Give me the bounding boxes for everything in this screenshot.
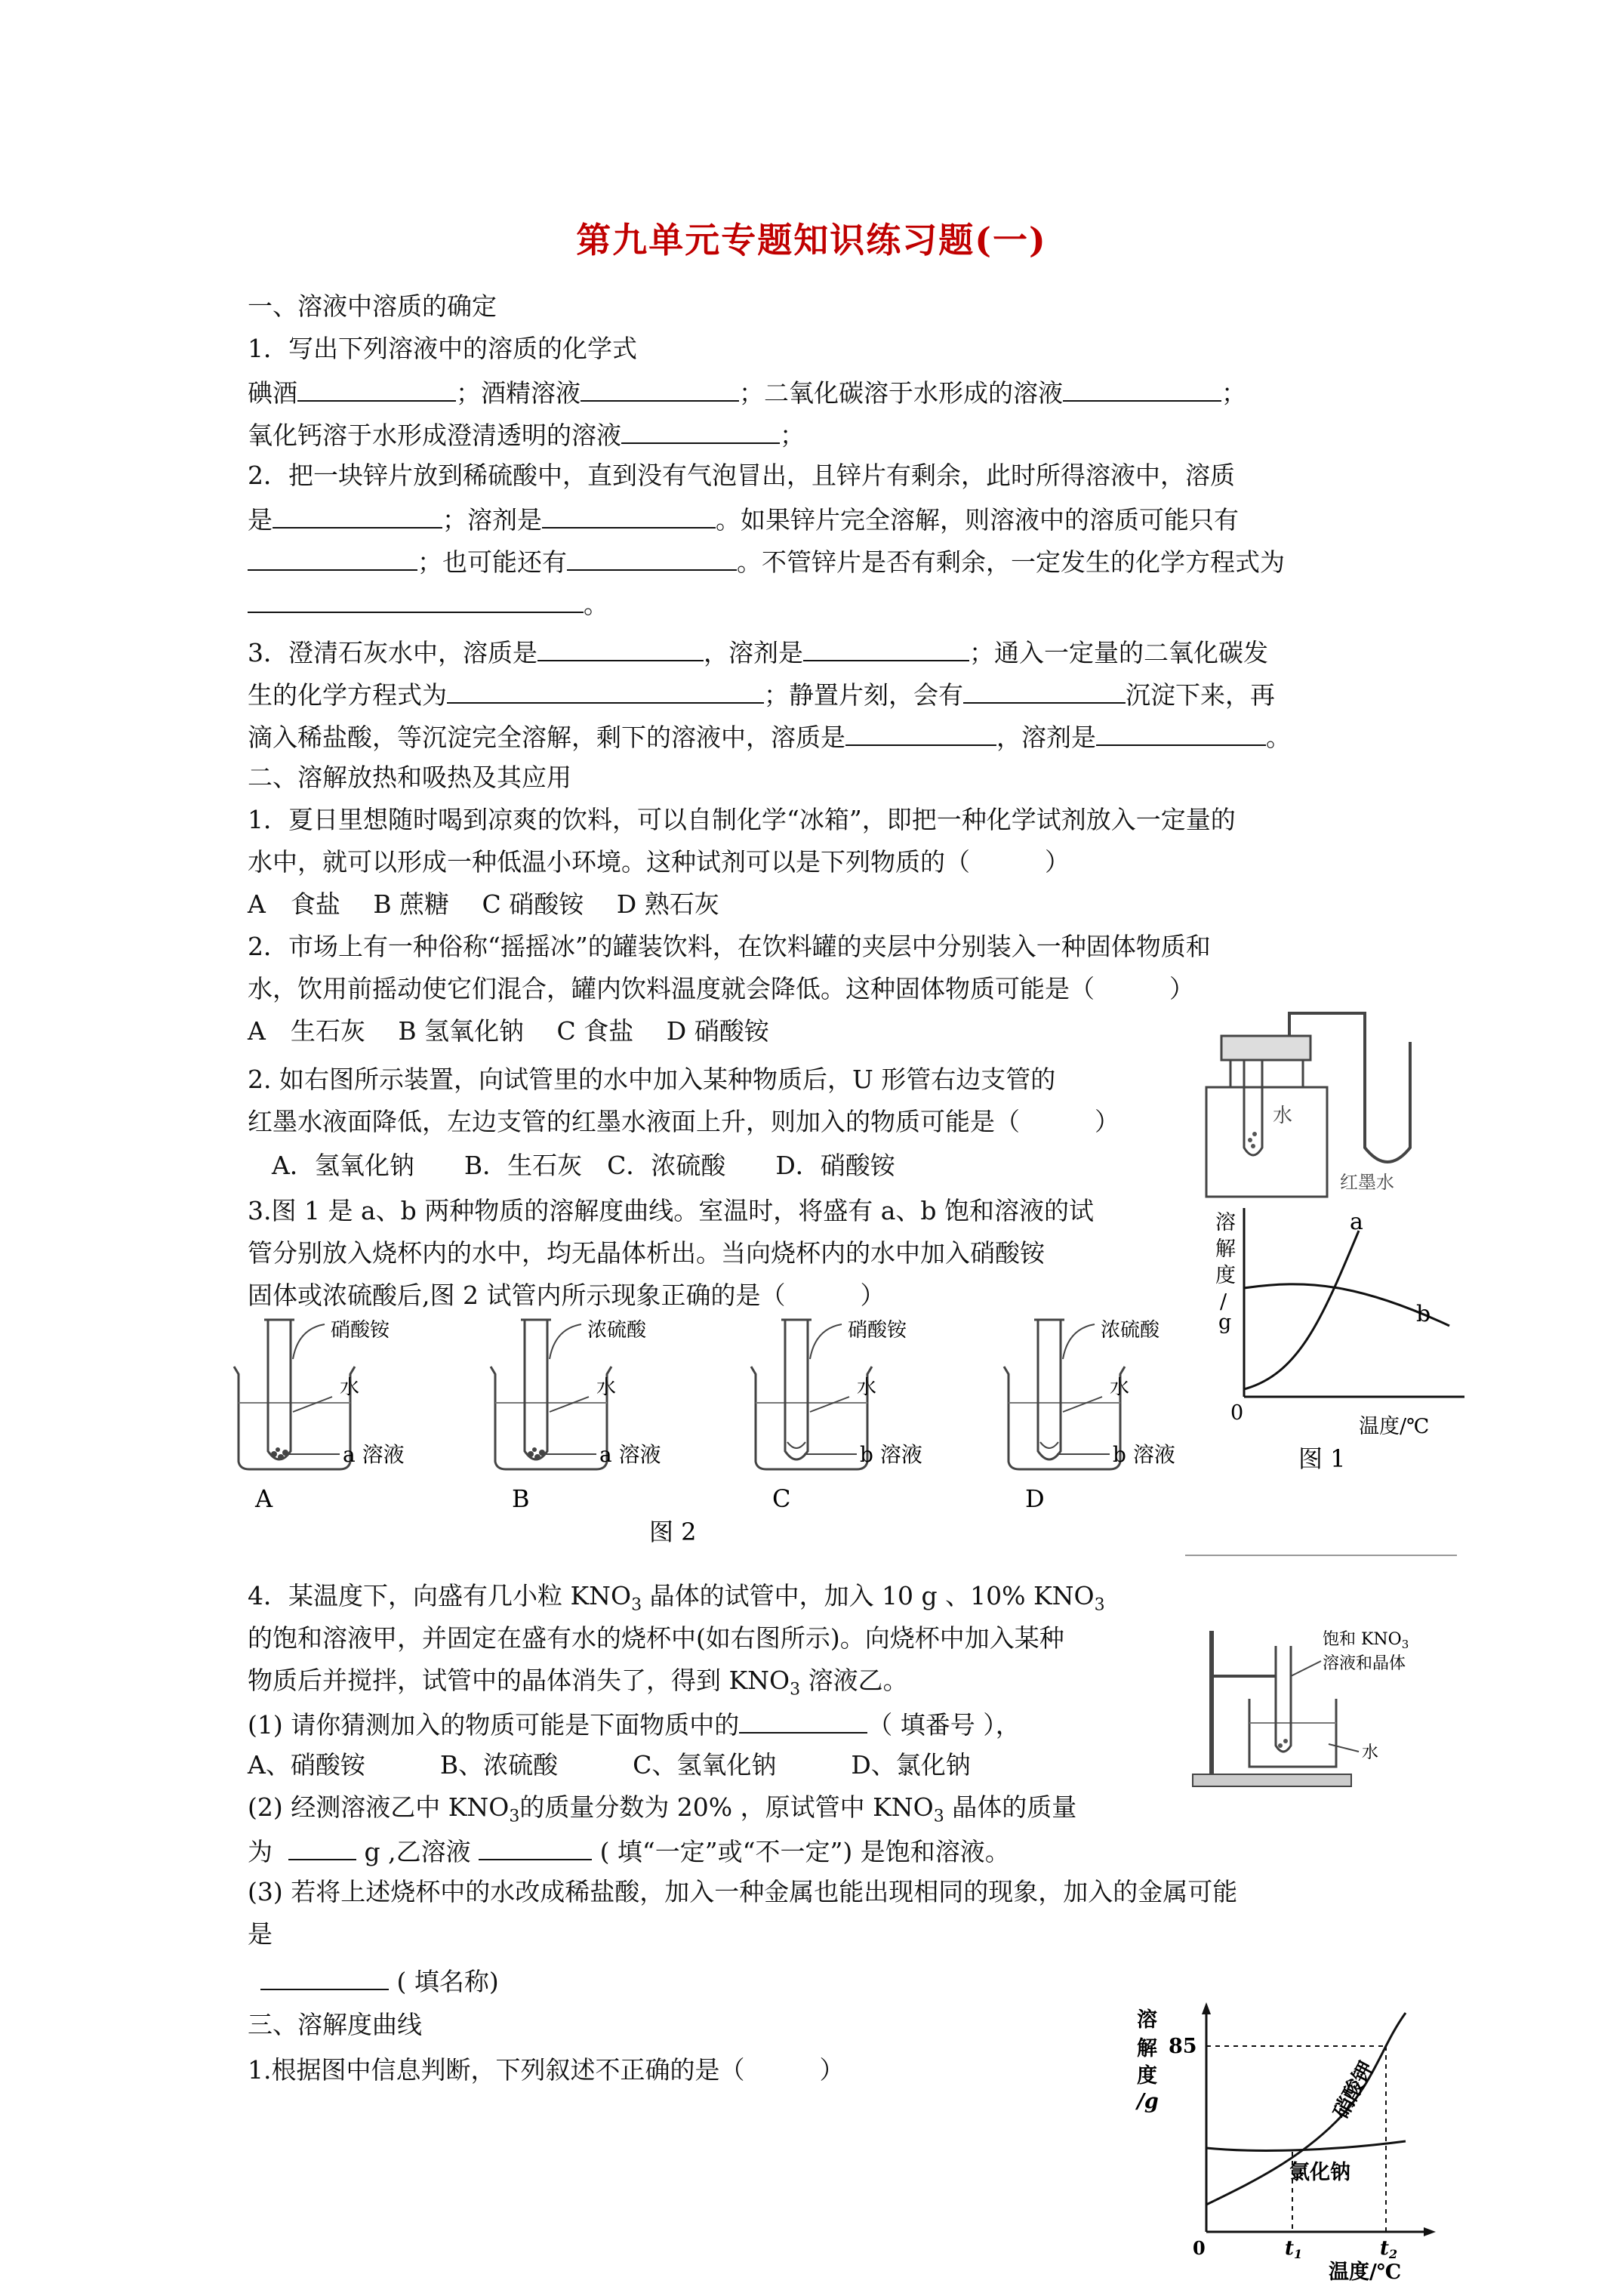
option-label: A <box>255 1484 273 1513</box>
nacl-curve <box>1206 2141 1406 2150</box>
s2-q1-options: A 食盐 B 蔗糖 C 硝酸铵 D 熟石灰 <box>248 889 719 919</box>
y-axis-label-3: 度 <box>1215 1264 1236 1287</box>
beaker-D <box>1004 1319 1175 1513</box>
answer-blank[interactable] <box>845 719 996 746</box>
stand-base <box>1193 1774 1351 1786</box>
s2-q4-p1: (1) 请你猜测加入的物质可能是下面物质中的 （ 填番号 ）， <box>248 1706 1021 1742</box>
y-axis-label-4: /g <box>1137 2090 1159 2113</box>
s2-q1-line1: 1．夏日里想随时喝到凉爽的饮料，可以自制化学“冰箱”，即把一种化学试剂放入一定量的 <box>248 805 1236 834</box>
s2-q4-p2-line2: 为 g ,乙溶液 ( 填“一定”或“不一定”) 是饱和溶液。 <box>248 1833 1010 1869</box>
answer-blank[interactable] <box>479 1833 592 1860</box>
reagent-label: 浓硫酸 <box>587 1319 647 1342</box>
y-axis-label-5: g <box>1218 1311 1232 1334</box>
water-label: 水 <box>596 1376 617 1399</box>
s3-q1: 1.根据图中信息判断，下列叙述不正确的是（ ） <box>248 2055 845 2085</box>
y-axis-label-2: 解 <box>1215 1237 1236 1261</box>
reagent-label: 硝酸铵 <box>331 1319 390 1342</box>
answer-blank[interactable] <box>248 544 417 571</box>
option-label: B <box>512 1484 530 1513</box>
reagent-label: 硝酸铵 <box>848 1319 907 1342</box>
s1-q2-line2: 是 ；溶剂是 。如果锌片完全溶解，则溶液中的溶质可能只有 <box>248 501 1239 537</box>
figure-2-beakers <box>226 1314 1208 1555</box>
solution-label: b 溶液 <box>860 1442 922 1467</box>
s1-q2-line3: ；也可能还有 。不管锌片是否有剩余，一定发生的化学方程式为 <box>248 544 1285 579</box>
beaker-A <box>234 1319 405 1513</box>
solution-label: a 溶液 <box>343 1442 405 1467</box>
answer-blank[interactable] <box>963 676 1126 704</box>
answer-blank[interactable] <box>567 544 737 571</box>
s2-q4-line1: 4．某温度下，向盛有几小粒 $KNO_3$ 晶体的试管中，加入 10 g 、10% $KNO_3$ <box>248 1581 1105 1615</box>
option-label: C <box>772 1484 791 1513</box>
section-3-solubility-chart <box>1125 1993 1442 2288</box>
t1-label: t1 <box>1285 2237 1303 2261</box>
u-tube <box>1365 1042 1410 1162</box>
stopper <box>1221 1036 1310 1060</box>
answer-blank[interactable] <box>1063 374 1221 402</box>
answer-blank[interactable] <box>739 1706 867 1734</box>
section-1-heading: 一、溶液中溶质的确定 <box>248 291 497 321</box>
s2-q2-line1: 2．市场上有一种俗称“摇摇冰”的罐装饮料，在饮料罐的夹层中分别装入一种固体物质和 <box>248 932 1211 961</box>
origin-label: 0 <box>1193 2237 1206 2259</box>
figure-1-caption: 图 1 <box>1298 1444 1346 1473</box>
answer-blank[interactable] <box>537 634 704 661</box>
s2-q4-p3-line1: (3) 若将上述烧杯中的水改成稀盐酸，加入一种金属也能出现相同的现象，加入的金属可能 <box>248 1877 1238 1906</box>
s1-q1-stem: 1．写出下列溶液中的溶质的化学式 <box>248 334 637 363</box>
curve-a-label: a <box>1350 1209 1363 1235</box>
kno3-label: 硝酸钾 <box>1329 2057 1379 2123</box>
water-label: 水 <box>1110 1376 1130 1399</box>
s2-q4-p3-line3: ( 填名称) <box>260 1963 499 1999</box>
answer-blank[interactable] <box>260 1963 389 1990</box>
answer-blank[interactable] <box>621 417 780 444</box>
reagent-label: 浓硫酸 <box>1101 1319 1160 1342</box>
s2-q2b-line2: 红墨水液面降低，左边支管的红墨水液面上升，则加入的物质可能是（ ） <box>248 1107 1119 1136</box>
s2-q4-p1-options: A、硝酸铵 B、浓硫酸 C、氢氧化钠 D、氯化钠 <box>248 1750 971 1780</box>
y-axis-label-2: 解 <box>1137 2037 1157 2060</box>
water-label: 水 <box>340 1376 360 1399</box>
answer-blank[interactable] <box>1096 719 1266 746</box>
beaker-B <box>491 1319 661 1513</box>
answer-blank[interactable] <box>297 374 456 402</box>
s2-q2b-line1: 2. 如右图所示装置，向试管里的水中加入某种物质后，U 形管右边支管的 <box>248 1065 1056 1094</box>
s1-q3-line3: 滴入稀盐酸，等沉淀完全溶解，剩下的溶液中，溶质是 ，溶剂是 。 <box>248 719 1291 754</box>
s1-q3-line1: 3．澄清石灰水中，溶质是 ，溶剂是 ；通入一定量的二氧化碳发 <box>248 634 1268 670</box>
answer-blank[interactable] <box>273 501 442 529</box>
answer-blank[interactable] <box>248 586 584 613</box>
water-label: 水 <box>1273 1105 1293 1127</box>
option-label: D <box>1025 1484 1045 1513</box>
y-axis-label-1: 溶 <box>1215 1211 1236 1234</box>
test-tube <box>1276 1646 1291 1752</box>
solution-label: a 溶液 <box>599 1442 661 1467</box>
s2-q3-line1: 3.图 1 是 a、b 两种物质的溶解度曲线。室温时，将盛有 a、b 饱和溶液的试 <box>248 1196 1095 1225</box>
section-2-heading: 二、溶解放热和吸热及其应用 <box>248 763 571 792</box>
page-title: 第九单元专题知识练习题(一) <box>576 220 1047 260</box>
s1-q1-line: 碘酒 ；酒精溶液 ；二氧化碳溶于水形成的溶液 ； <box>248 374 1246 410</box>
s1-q2-line4: 。 <box>248 586 608 621</box>
test-tube <box>1244 1060 1262 1155</box>
saturated-kno3-label: 饱和 $KNO_3$ <box>1323 1630 1409 1651</box>
y-axis-label-4: / <box>1220 1290 1227 1314</box>
curve-a <box>1244 1231 1359 1389</box>
s1-q3-line2: 生的化学方程式为 ；静置片刻，会有 沉淀下来，再 <box>248 676 1275 712</box>
answer-blank[interactable] <box>447 676 764 704</box>
y-axis-label-1: 溶 <box>1137 2008 1157 2032</box>
water-label: 水 <box>1362 1743 1379 1762</box>
flask-body <box>1206 1087 1327 1197</box>
s2-q2-line2: 水，饮用前摇动使它们混合，罐内饮料温度就会降低。这种固体物质可能是（ ） <box>248 974 1194 1003</box>
answer-blank[interactable] <box>542 501 716 529</box>
beaker-C <box>751 1319 922 1513</box>
section-3-heading: 三、溶解度曲线 <box>248 2010 422 2039</box>
origin-label: 0 <box>1230 1401 1244 1425</box>
tick-85: 85 <box>1169 2035 1197 2058</box>
q4-apparatus-figure <box>1178 1548 1464 1804</box>
solution-crystal-label: 溶液和晶体 <box>1323 1654 1406 1673</box>
answer-blank[interactable] <box>581 374 739 402</box>
answer-blank[interactable] <box>803 634 969 661</box>
figure-1-solubility-chart <box>1208 1200 1472 1487</box>
nacl-label: 氯化钠 <box>1289 2161 1350 2184</box>
t2-label: t2 <box>1380 2237 1398 2261</box>
red-ink-label: 红墨水 <box>1340 1172 1394 1193</box>
figure-2-caption: 图 2 <box>649 1518 697 1546</box>
s2-q3-line2: 管分别放入烧杯内的水中，均无晶体析出。当向烧杯内的水中加入硝酸铵 <box>248 1238 1045 1268</box>
s2-q4-p2-line1: (2) 经测溶液乙中 $KNO_3$的质量分数为 20% ，原试管中 $KNO_3$ 晶体的质量 <box>248 1792 1077 1826</box>
s2-q3-line3: 固体或浓硫酸后,图 2 试管内所示现象正确的是（ ） <box>248 1281 885 1310</box>
s2-q1-line2: 水中，就可以形成一种低温小环境。这种试剂可以是下列物质的（ ） <box>248 847 1070 877</box>
s2-q4-line3: 物质后并搅拌，试管中的晶体消失了，得到 $KNO_3$ 溶液乙。 <box>248 1666 908 1700</box>
x-axis-label: 温度/℃ <box>1329 2261 1402 2284</box>
x-axis-label: 温度/℃ <box>1359 1415 1430 1438</box>
y-axis-label-3: 度 <box>1137 2064 1157 2088</box>
beaker <box>1249 1699 1336 1767</box>
s2-q4-line2: 的饱和溶液甲，并固定在盛有水的烧杯中(如右图所示)。向烧杯中加入某种 <box>248 1623 1064 1653</box>
answer-blank[interactable] <box>288 1833 356 1860</box>
s1-q2-line1: 2．把一块锌片放到稀硫酸中，直到没有气泡冒出，且锌片有剩余，此时所得溶液中，溶质 <box>248 461 1235 490</box>
s2-q2b-options: A．氢氧化钠 B．生石灰 C．浓硫酸 D．硝酸铵 <box>272 1151 895 1180</box>
s2-q4-p3-line2: 是 <box>248 1919 273 1949</box>
water-label: 水 <box>857 1376 877 1399</box>
s1-q1-line2: 氧化钙溶于水形成澄清透明的溶液 ； <box>248 417 805 452</box>
u-tube-apparatus-figure <box>1200 997 1457 1200</box>
s2-q2-options: A 生石灰 B 氢氧化钠 C 食盐 D 硝酸铵 <box>248 1016 769 1046</box>
curve-b-label: b <box>1416 1301 1431 1327</box>
solution-label: b 溶液 <box>1113 1442 1175 1467</box>
